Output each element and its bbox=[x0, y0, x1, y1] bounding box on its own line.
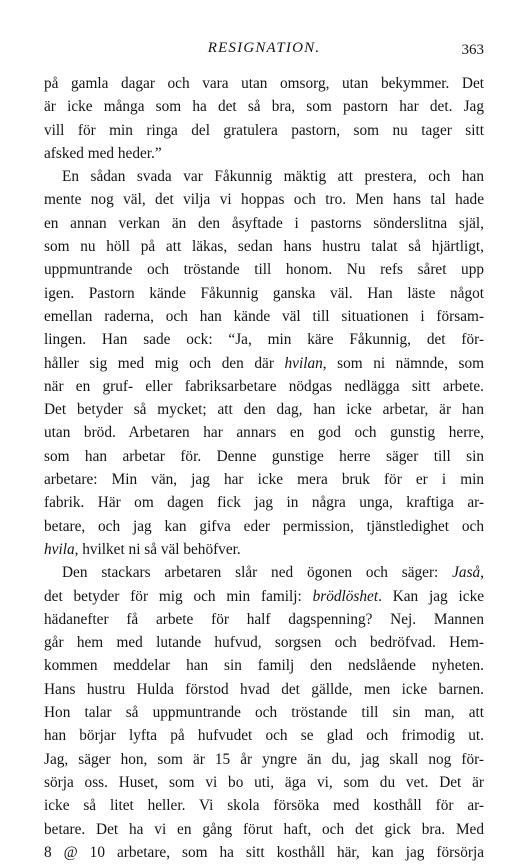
running-title: RESIGNATION. bbox=[207, 40, 321, 56]
text-line: emellan raderna, och han kände väl till situationen i försam- bbox=[44, 307, 484, 325]
text-line: 8 @ 10 arbetare, som ha sitt kosthåll här, kan jag försörja bbox=[44, 843, 484, 861]
page-header bbox=[44, 40, 484, 60]
body-text bbox=[44, 72, 484, 864]
text-line: igen. Pastorn kände Fåkunnig ganska väl. Han läste något bbox=[44, 284, 484, 302]
text-line: mente nog väl, det vilja vi hoppas och tro. Men hans tal hade bbox=[44, 191, 484, 209]
text-line: utan bröd. Arbetaren har annars en god och gunstig herre, bbox=[44, 424, 484, 442]
text-line: betare. Det ha vi en gång förut haft, och det gick bra. Med bbox=[44, 820, 484, 838]
text-line: vill för min ringa del gratulera pastorn, som nu tager sitt bbox=[44, 121, 484, 139]
text-line: lingen. Han sade ock: “Ja, min käre Fåkunnig, det för- bbox=[44, 331, 484, 349]
text-line: på gamla dagar och vara utan omsorg, utan bekymmer. Det bbox=[44, 75, 484, 92]
text-line: fabrik. Här om dagen fick jag in några unga, kraftiga ar- bbox=[44, 494, 484, 512]
text-line: som nu höll på att läkas, sedan hans hustru talat så hjärtligt, bbox=[44, 238, 484, 256]
text-line: arbetare: Min vän, jag har icke mera bruk för er i min bbox=[44, 471, 484, 489]
text-line: han börjar lyfta på hufvudet och se glad och frimodig ut. bbox=[44, 727, 484, 745]
text-line: hädanefter få arbete för half dagspenning? Nej. Mannen bbox=[44, 610, 484, 628]
text-line: Jag, säger hon, som är 15 år yngre än du, jag skall nog för- bbox=[44, 750, 484, 768]
text-line: det betyder för mig och min familj: brödlöshet. Kan jag icke bbox=[44, 587, 484, 605]
text-line: en annan verkan än den åsyftade i pastorns sönderslitna själ, bbox=[44, 214, 484, 232]
text-line: kommen meddelar han sin familj den nedslående nyheten. bbox=[44, 657, 484, 675]
text-line: Den stackars arbetaren slår ned ögonen och säger: Jaså, bbox=[62, 564, 484, 582]
text-line: håller sig med mig och den där hvilan, som ni nämnde, som bbox=[44, 354, 484, 372]
text-line: icke så litet heller. Vi skola försöka med kosthåll för ar- bbox=[44, 797, 484, 815]
text-line: är icke många som ha det så bra, som pastorn har det. Jag bbox=[44, 98, 484, 116]
text-line: går hem med lutande hufvud, sorgsen och bedröfvad. Hem- bbox=[44, 634, 484, 652]
text-line: betare, och jag kan gifva eder permission, tjänstledighet och bbox=[44, 517, 484, 535]
text-line: Det betyder så mycket; att den dag, han icke arbetar, är han bbox=[44, 401, 484, 419]
text-line: Hans hustru Hulda förstod hvad det gällde, men icke barnen. bbox=[44, 680, 484, 698]
page-number: 363 bbox=[461, 42, 484, 58]
text-line: Hon talar så uppmuntrande och tröstande till sin man, att bbox=[44, 704, 484, 722]
text-line: uppmuntrande och tröstande till honom. Nu refs såret upp bbox=[44, 261, 484, 279]
text-line: hvila, hvilket ni så väl behöfver. bbox=[44, 540, 241, 558]
text-line: En sådan svada var Fåkunnig mäktig att prestera, och han bbox=[62, 168, 484, 186]
text-line: som han arbetar för. Denne gunstige herre säger till sin bbox=[44, 447, 484, 465]
text-line: afsked med heder.” bbox=[44, 144, 162, 162]
text-line: sörja oss. Huset, som vi bo uti, äga vi, som du vet. Det är bbox=[44, 773, 484, 791]
text-line: när en gruf- eller fabriksarbetare nödgas nedlägga sitt arbete. bbox=[44, 377, 484, 395]
